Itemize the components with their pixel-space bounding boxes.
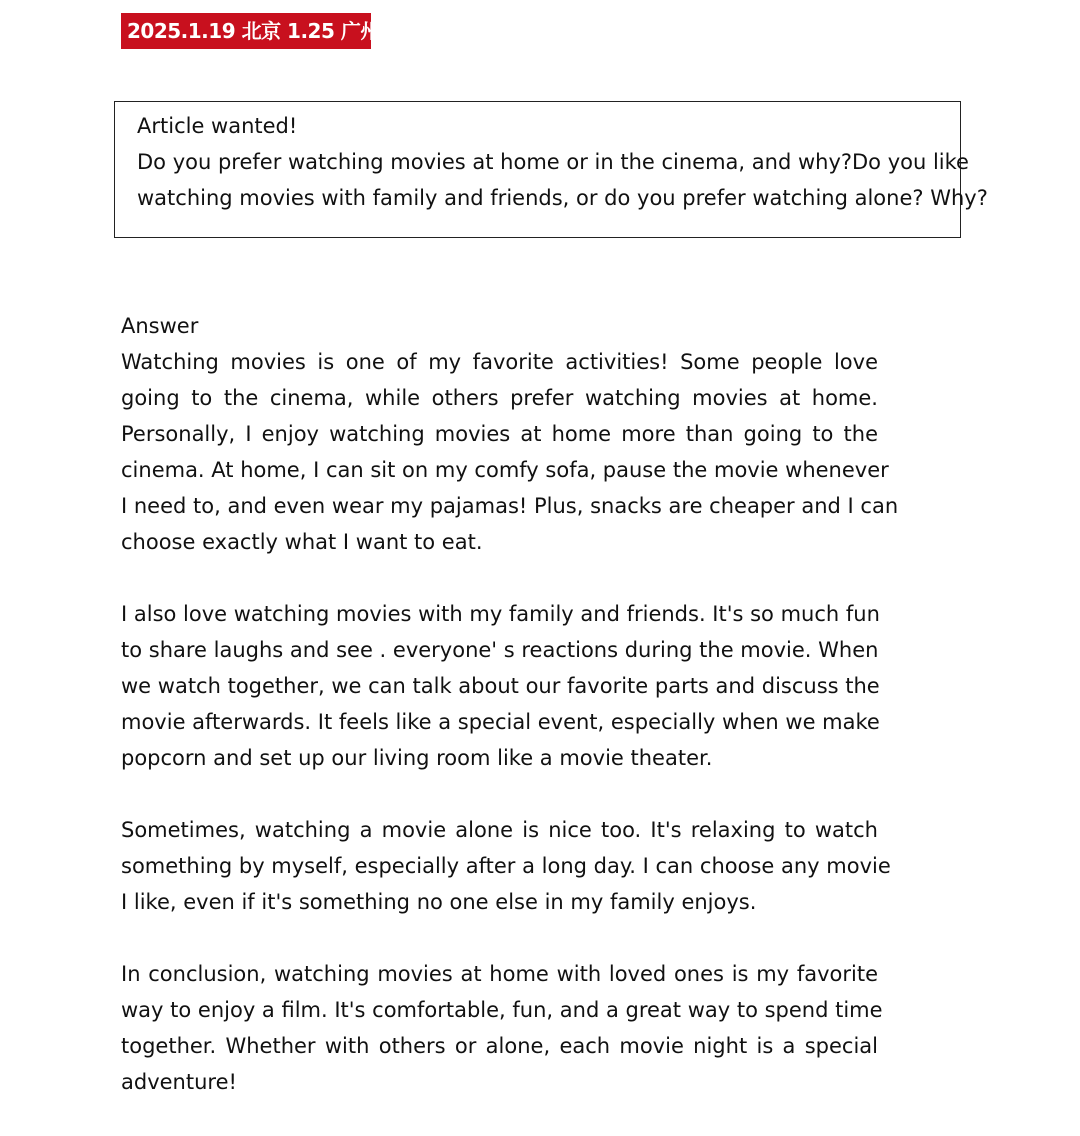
answer-section (121, 308, 899, 1136)
date-location-tag: 2025.1.19 北京 1.25 广州 (121, 13, 371, 49)
answer-label: Answer (121, 314, 199, 338)
answer-paragraph (121, 812, 891, 920)
answer-paragraph (121, 956, 883, 1100)
paragraph-line: way to enjoy a film. It's comfortable, fun, and a great way to spend time (121, 998, 883, 1022)
paragraph-line: choose exactly what I want to eat. (121, 530, 483, 554)
paragraph-line: cinema. At home, I can sit on my comfy sofa, pause the movie whenever (121, 458, 889, 482)
article-prompt-box (114, 101, 988, 238)
paragraph-line: In conclusion, watching movies at home with loved ones is my favorite (121, 962, 878, 986)
answer-paragraph (121, 344, 899, 560)
prompt-question-line: Do you prefer watching movies at home or in the cinema, and why?Do you like (137, 150, 969, 174)
paragraph-line: Personally, I enjoy watching movies at home more than going to the (121, 422, 878, 446)
prompt-title: Article wanted! (137, 114, 298, 138)
paragraph-line: I need to, and even wear my pajamas! Plus, snacks are cheaper and I can (121, 494, 899, 518)
paragraph-line: I also love watching movies with my family and friends. It's so much fun (121, 602, 880, 626)
paragraph-line: movie afterwards. It feels like a special event, especially when we make (121, 710, 880, 734)
paragraph-line: I like, even if it's something no one else in my family enjoys. (121, 890, 757, 914)
paragraph-line: Sometimes, watching a movie alone is nice too. It's relaxing to watch (121, 818, 878, 842)
paragraph-line: together. Whether with others or alone, each movie night is a special (121, 1034, 878, 1058)
paragraph-line: popcorn and set up our living room like a movie theater. (121, 746, 713, 770)
paragraph-line: to share laughs and see . everyone' s reactions during the movie. When (121, 638, 879, 662)
prompt-question-line: watching movies with family and friends, or do you prefer watching alone? Why? (137, 186, 988, 210)
paragraph-line: adventure! (121, 1070, 237, 1094)
paragraph-line: something by myself, especially after a long day. I can choose any movie (121, 854, 891, 878)
paragraph-line: we watch together, we can talk about our favorite parts and discuss the (121, 674, 880, 698)
paragraph-line: going to the cinema, while others prefer watching movies at home. (121, 386, 878, 410)
answer-paragraph (121, 596, 878, 776)
paragraph-line: Watching movies is one of my favorite activities! Some people love (121, 350, 878, 374)
